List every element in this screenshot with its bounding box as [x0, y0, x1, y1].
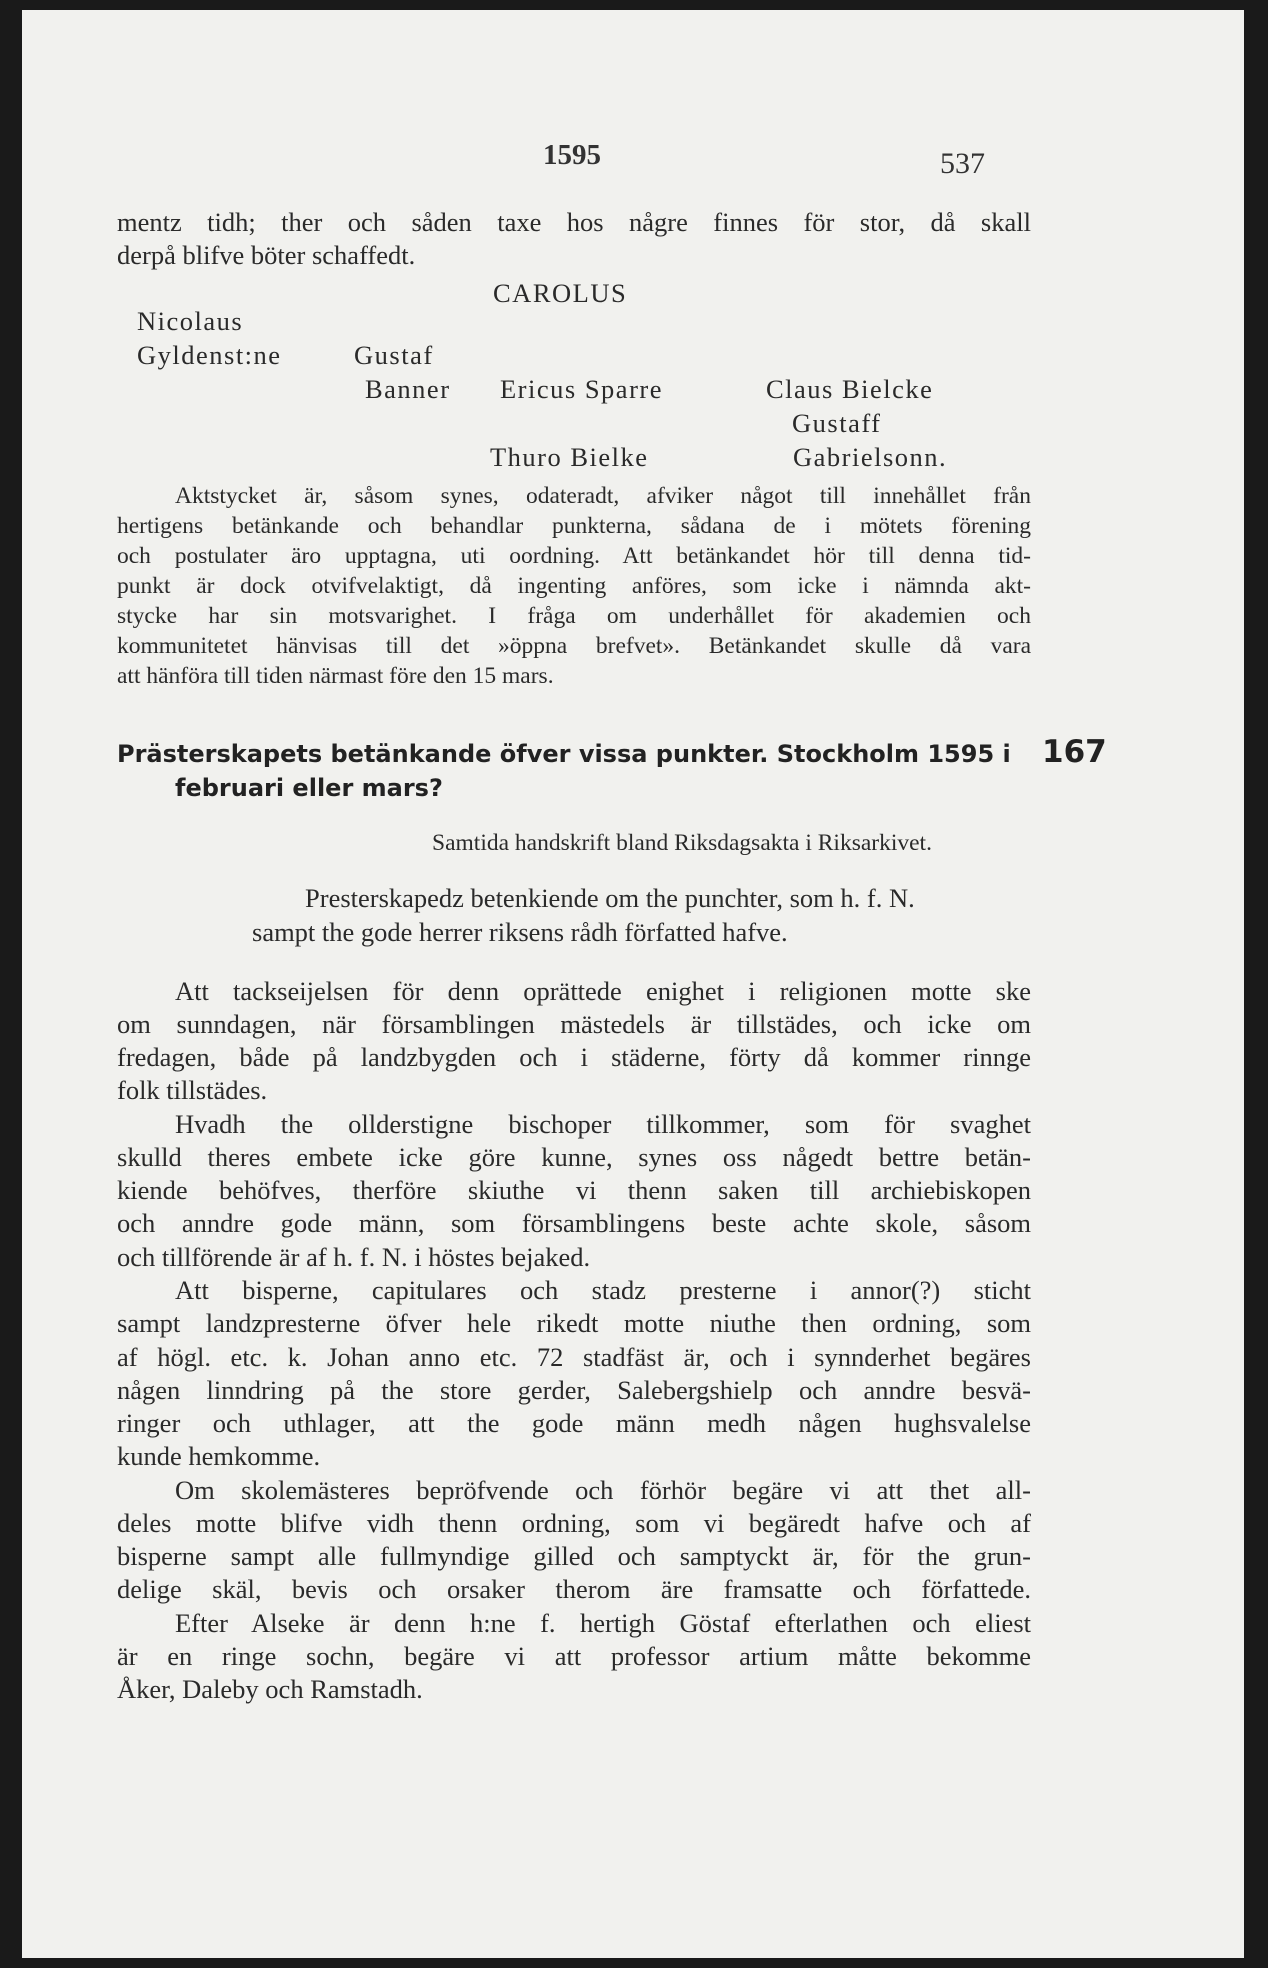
body-line: någen linndring på the store gerder, Salebergshielp och anndre besvä-	[117, 1375, 1031, 1405]
body-line: sampt landzpresterne öfver hele rikedt motte niuthe then ordning, som	[117, 1308, 1031, 1338]
book-page	[22, 10, 1244, 1958]
note-line: och postulater äro upptagna, uti oordning. Att betänkandet hör till denna tid-	[117, 543, 1031, 569]
signature-gyldenstne: Gyldenst:ne	[137, 340, 282, 370]
body-line: Att bisperne, capitulares och stadz presterne i annor(?) sticht	[175, 1275, 1031, 1305]
body-line: af högl. etc. k. Johan anno etc. 72 stadfäst är, och i synnderhet begäres	[117, 1342, 1031, 1372]
section-number: 167	[1042, 734, 1107, 770]
body-line: Hvadh the ollderstigne bischoper tillkommer, som för svaghet	[175, 1109, 1031, 1139]
note-line: stycke har sin motsvarighet. I fråga om underhållet för akademien och	[117, 603, 1031, 629]
signature-claus-bielcke: Claus Bielcke	[766, 374, 934, 404]
body-line: och anndre gode männ, som församblingens beste achte skole, såsom	[117, 1208, 1031, 1238]
intro-line: derpå blifve böter schaffedt.	[117, 240, 416, 270]
document-title-line: sampt the gode herrer riksens rådh författed hafve.	[252, 917, 788, 947]
note-line: hertigens betänkande och behandlar punkterna, sådana de i mötets förening	[117, 513, 1031, 539]
section-heading-line: Prästerskapets betänkande öfver vissa punkter. Stockholm 1595 i	[117, 740, 1011, 768]
note-line: punkt är dock otvifvelaktigt, då ingenting anföres, som icke i nämnda akt-	[117, 573, 1031, 599]
intro-line: mentz tidh; ther och såden taxe hos någre finnes för stor, då skall	[117, 207, 1031, 237]
body-line: är en ringe sochn, begäre vi att professor artium måtte bekomme	[117, 1641, 1031, 1671]
note-line: Aktstycket är, såsom synes, odateradt, afviker något till innehållet från	[175, 483, 1031, 509]
signature-carolus: CAROLUS	[493, 278, 628, 308]
signature-banner: Banner	[365, 374, 451, 404]
signature-nicolaus: Nicolaus	[137, 306, 244, 336]
body-line: bisperne sampt alle fullmyndige gilled och samptyckt är, för the grun-	[117, 1541, 1031, 1571]
body-line: ringer och uthlager, att the gode männ medh någen hughsvalelse	[117, 1408, 1031, 1438]
body-line: deles motte blifve vidh thenn ordning, som vi begäredt hafve och af	[117, 1508, 1031, 1538]
body-line: Efter Alseke är denn h:ne f. hertigh Göstaf efterlathen och eliest	[175, 1608, 1031, 1638]
page-header-year: 1595	[543, 139, 601, 171]
body-line: kiende behöfves, therföre skiuthe vi thenn saken till archiebiskopen	[117, 1175, 1031, 1205]
body-line: och tillförende är af h. f. N. i höstes bejaked.	[117, 1242, 591, 1272]
body-line: skulld theres embete icke göre kunne, synes oss någedt bettre betän-	[117, 1142, 1031, 1172]
signature-gustaff: Gustaff	[792, 408, 882, 438]
body-line: kunde hemkomme.	[117, 1441, 321, 1471]
note-line: att hänföra till tiden närmast före den 15 mars.	[117, 663, 554, 689]
signature-gustaf: Gustaf	[354, 340, 434, 370]
body-line: om sunndagen, när församblingen mästedels är tillstädes, och icke om	[117, 1009, 1031, 1039]
body-line: Åker, Daleby och Ramstadh.	[117, 1674, 423, 1704]
section-heading-line: februari eller mars?	[175, 774, 443, 802]
signature-gabrielsonn: Gabrielsonn.	[793, 442, 948, 472]
signature-thuro-bielke: Thuro Bielke	[490, 442, 649, 472]
body-line: fredagen, både på landzbygden och i städerne, förty då kommer rinnge	[117, 1042, 1031, 1072]
body-line: Om skolemästeres bepröfvende och förhör begäre vi att thet all-	[175, 1475, 1031, 1505]
body-line: folk tillstädes.	[117, 1075, 268, 1105]
document-title-line: Presterskapedz betenkiende om the punchter, som h. f. N.	[305, 883, 915, 913]
source-note: Samtida handskrift bland Riksdagsakta i Riksarkivet.	[432, 830, 932, 856]
note-line: kommunitetet hänvisas till det »öppna brefvet». Betänkandet skulle då vara	[117, 633, 1031, 659]
page-number: 537	[940, 147, 985, 180]
signature-ericus-sparre: Ericus Sparre	[500, 374, 663, 404]
body-line: delige skäl, bevis och orsaker therom äre framsatte och författede.	[117, 1574, 1031, 1604]
body-line: Att tackseijelsen för denn oprättede enighet i religionen motte ske	[175, 976, 1031, 1006]
